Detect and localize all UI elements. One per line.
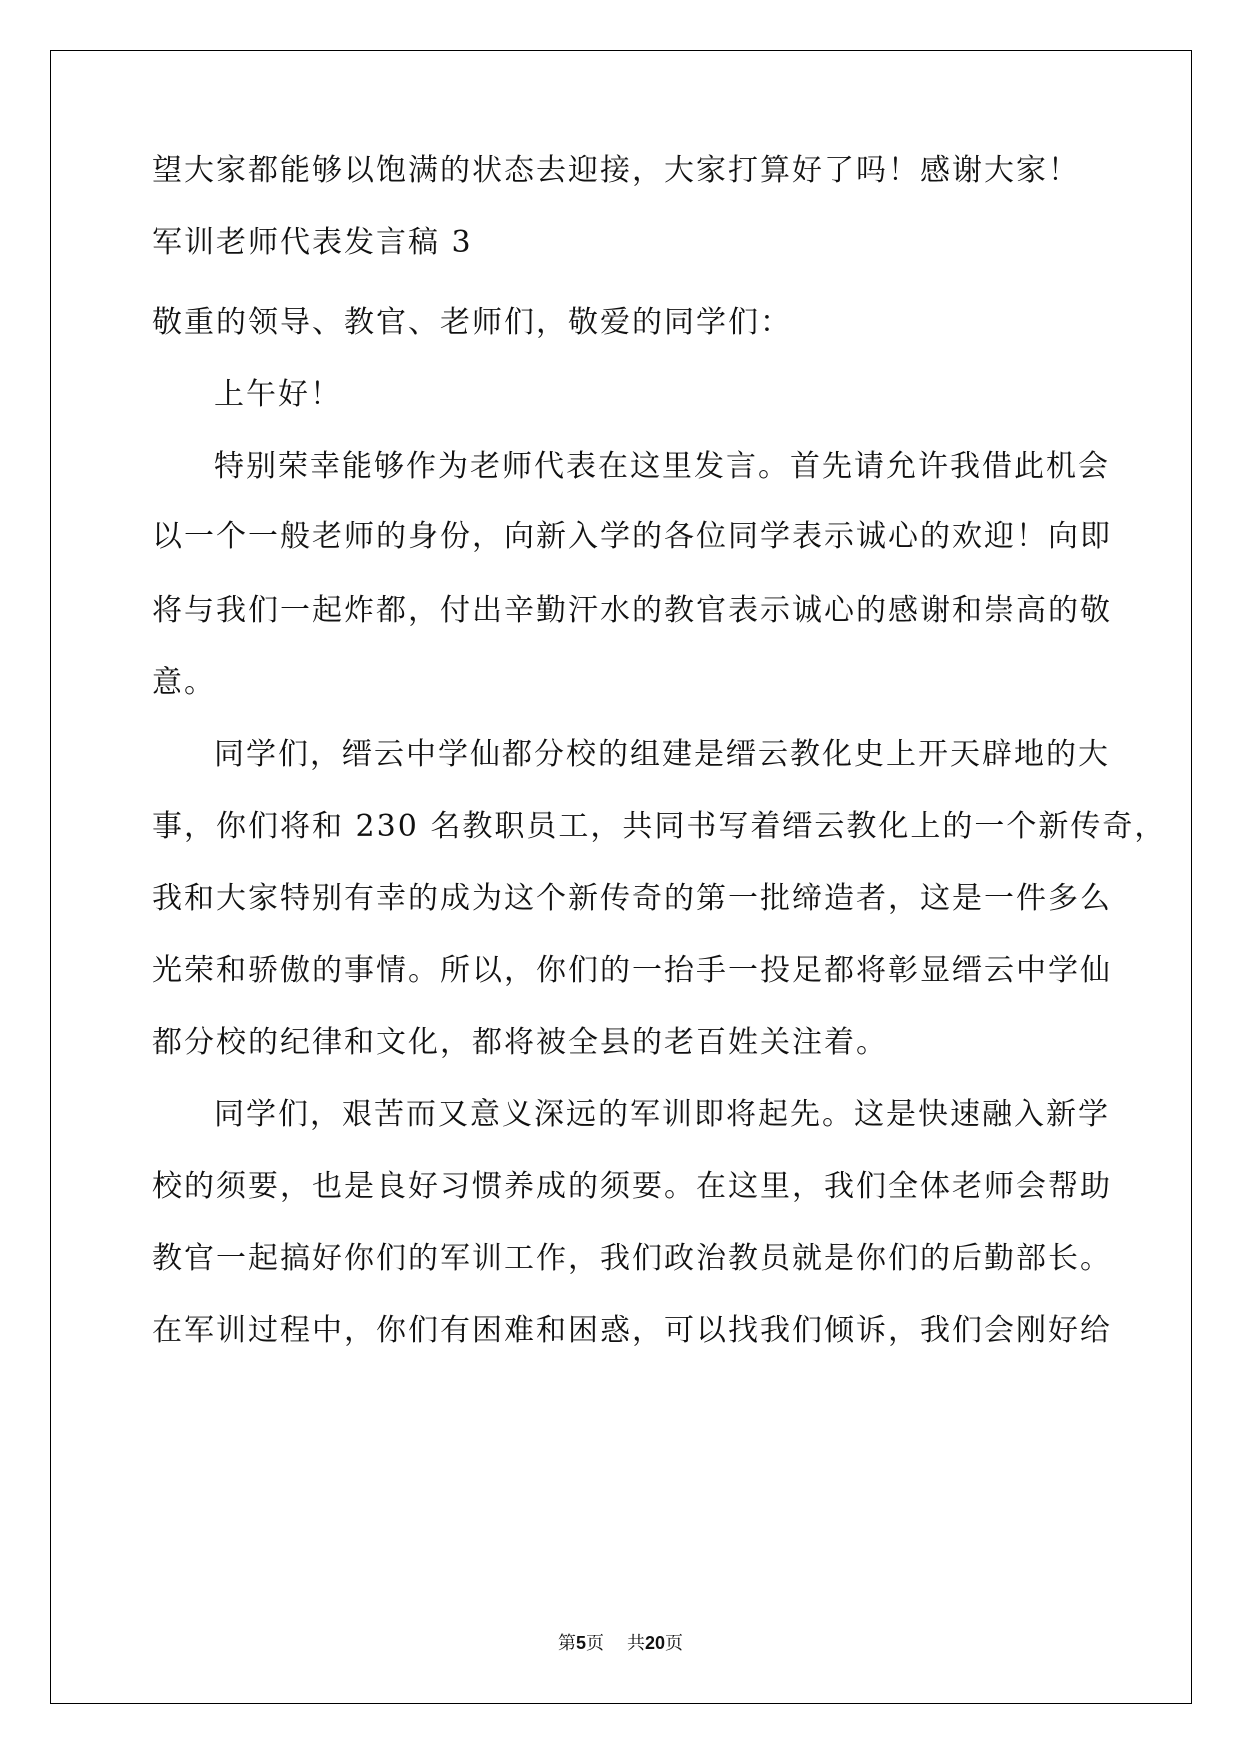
total-pages-number: 20	[644, 1633, 665, 1653]
text-line-16: 教官一起搞好你们的军训工作，我们政治教员就是你们的后勤部长。	[152, 1241, 1112, 1276]
text-line-7: 将与我们一起炸都，付出辛勤汗水的教官表示诚心的感谢和崇高的敬	[152, 593, 1112, 628]
text-line-5: 特别荣幸能够作为老师代表在这里发言。首先请允许我借此机会	[214, 449, 1110, 484]
salutation: 敬重的领导、教官、老师们，敬爱的同学们：	[152, 305, 792, 340]
text-line-9: 同学们，缙云中学仙都分校的组建是缙云教化史上开天辟地的大	[214, 737, 1110, 772]
page-footer	[0, 1629, 1241, 1655]
total-prefix: 共	[626, 1633, 645, 1654]
section-title: 军训老师代表发言稿 3	[152, 225, 473, 260]
text-line-17: 在军训过程中，你们有困难和困惑，可以找我们倾诉，我们会刚好给	[152, 1313, 1112, 1348]
text-line-12: 光荣和骄傲的事情。所以，你们的一抬手一投足都将彰显缙云中学仙	[152, 953, 1112, 988]
text-line-15: 校的须要，也是良好习惯养成的须要。在这里，我们全体老师会帮助	[152, 1169, 1112, 1204]
text-line-6: 以一个一般老师的身份，向新入学的各位同学表示诚心的欢迎！向即	[152, 519, 1112, 554]
text-line-8: 意。	[152, 665, 216, 700]
text-line-14: 同学们，艰苦而又意义深远的军训即将起先。这是快速融入新学	[214, 1097, 1110, 1132]
greeting: 上午好！	[214, 377, 342, 412]
page-prefix: 第	[558, 1633, 577, 1654]
total-suffix: 页	[664, 1633, 683, 1654]
text-line-11: 我和大家特别有幸的成为这个新传奇的第一批缔造者，这是一件多么	[152, 881, 1112, 916]
current-page-number: 5	[576, 1633, 587, 1653]
text-line-13: 都分校的纪律和文化，都将被全县的老百姓关注着。	[152, 1025, 888, 1060]
page-border	[50, 50, 1192, 1704]
text-line-10: 事，你们将和 230 名教职员工，共同书写着缙云教化上的一个新传奇，	[152, 809, 1167, 844]
text-line-1: 望大家都能够以饱满的状态去迎接，大家打算好了吗！感谢大家！	[152, 153, 1080, 188]
page-suffix: 页	[586, 1633, 605, 1654]
